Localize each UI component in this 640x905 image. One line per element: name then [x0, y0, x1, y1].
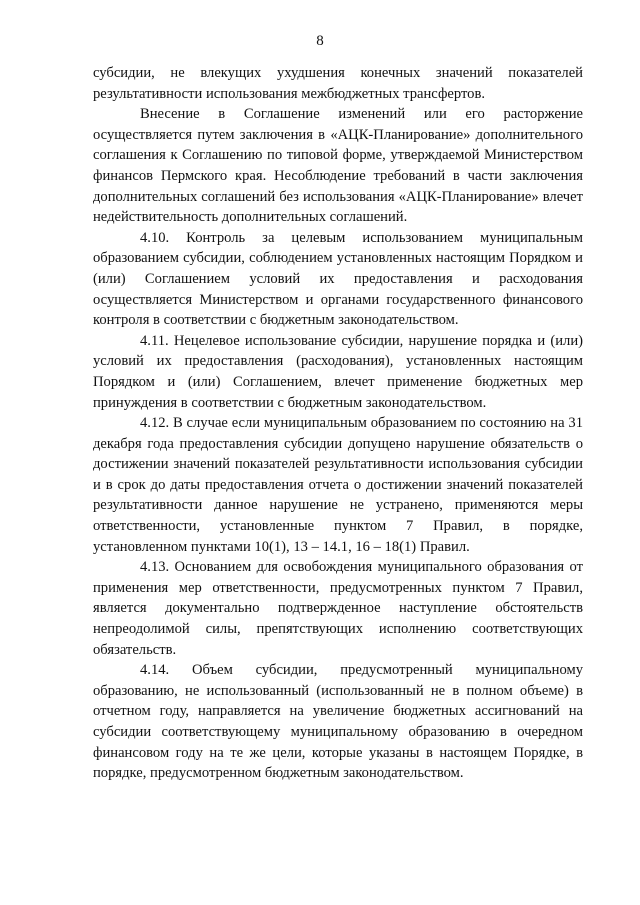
paragraph-agreement-changes: Внесение в Соглашение изменений или его расторжение осуществляется путем заключения в «АЦК-Планирование» дополнительного соглашения к Соглашению по типовой форме, утверждаемой Министерством финансов Пермского края. Несоблюдение требований в части заключения дополнительных соглашений без использования «АЦК-Планирование» влечет недействительность дополнительных соглашений.: [93, 106, 583, 226]
page-number: 8: [316, 33, 324, 49]
paragraph-4-11: 4.11. Нецелевое использование субсидии, нарушение порядка и (или) условий их предоставления (расходования), установленных настоящим Порядком и (или) Соглашением, влечет применение бюджетных мер принуждения в соответствии с бюджетным законодательством.: [93, 332, 583, 411]
paragraph-continuation: субсидии, не влекущих ухудшения конечных значений показателей результативности использования межбюджетных трансфертов.: [93, 65, 583, 102]
paragraph-4-12: 4.12. В случае если муниципальным образованием по состоянию на 31 декабря года предоставления субсидии допущено нарушение обязательств о достижении значений показателей результативности использования субсидии и в срок до даты предоставления отчета о достижении значений показателей результативности данное нарушение не устранено, применяются меры ответственности, установленные пунктом 7 Правил, в порядке, установленном пунктами 10(1), 13 – 14.1, 16 – 18(1) Правил.: [93, 415, 583, 555]
paragraph-4-14: 4.14. Объем субсидии, предусмотренный муниципальному образованию, не использованный (использованный не в полном объеме) в отчетном году, направляется на увеличение бюджетных ассигнований на субсидии соответствующему муниципальному образованию в очередном финансовом году на те же цели, которые указаны в настоящем Порядке, в порядке, предусмотренном бюджетным законодательством.: [93, 662, 583, 782]
document-body: [93, 63, 583, 784]
paragraph-4-13: 4.13. Основанием для освобождения муниципального образования от применения мер ответственности, предусмотренных пунктом 7 Правил, является документально подтвержденное наступление обстоятельств непреодолимой силы, препятствующих исполнению соответствующих обязательств.: [93, 559, 583, 658]
paragraph-4-10: 4.10. Контроль за целевым использованием муниципальным образованием субсидии, соблюдением установленных настоящим Порядком и (или) Соглашением условий их предоставления и расходования осуществляется Министерством и органами государственного финансового контроля в соответствии с бюджетным законодательством.: [93, 229, 583, 329]
